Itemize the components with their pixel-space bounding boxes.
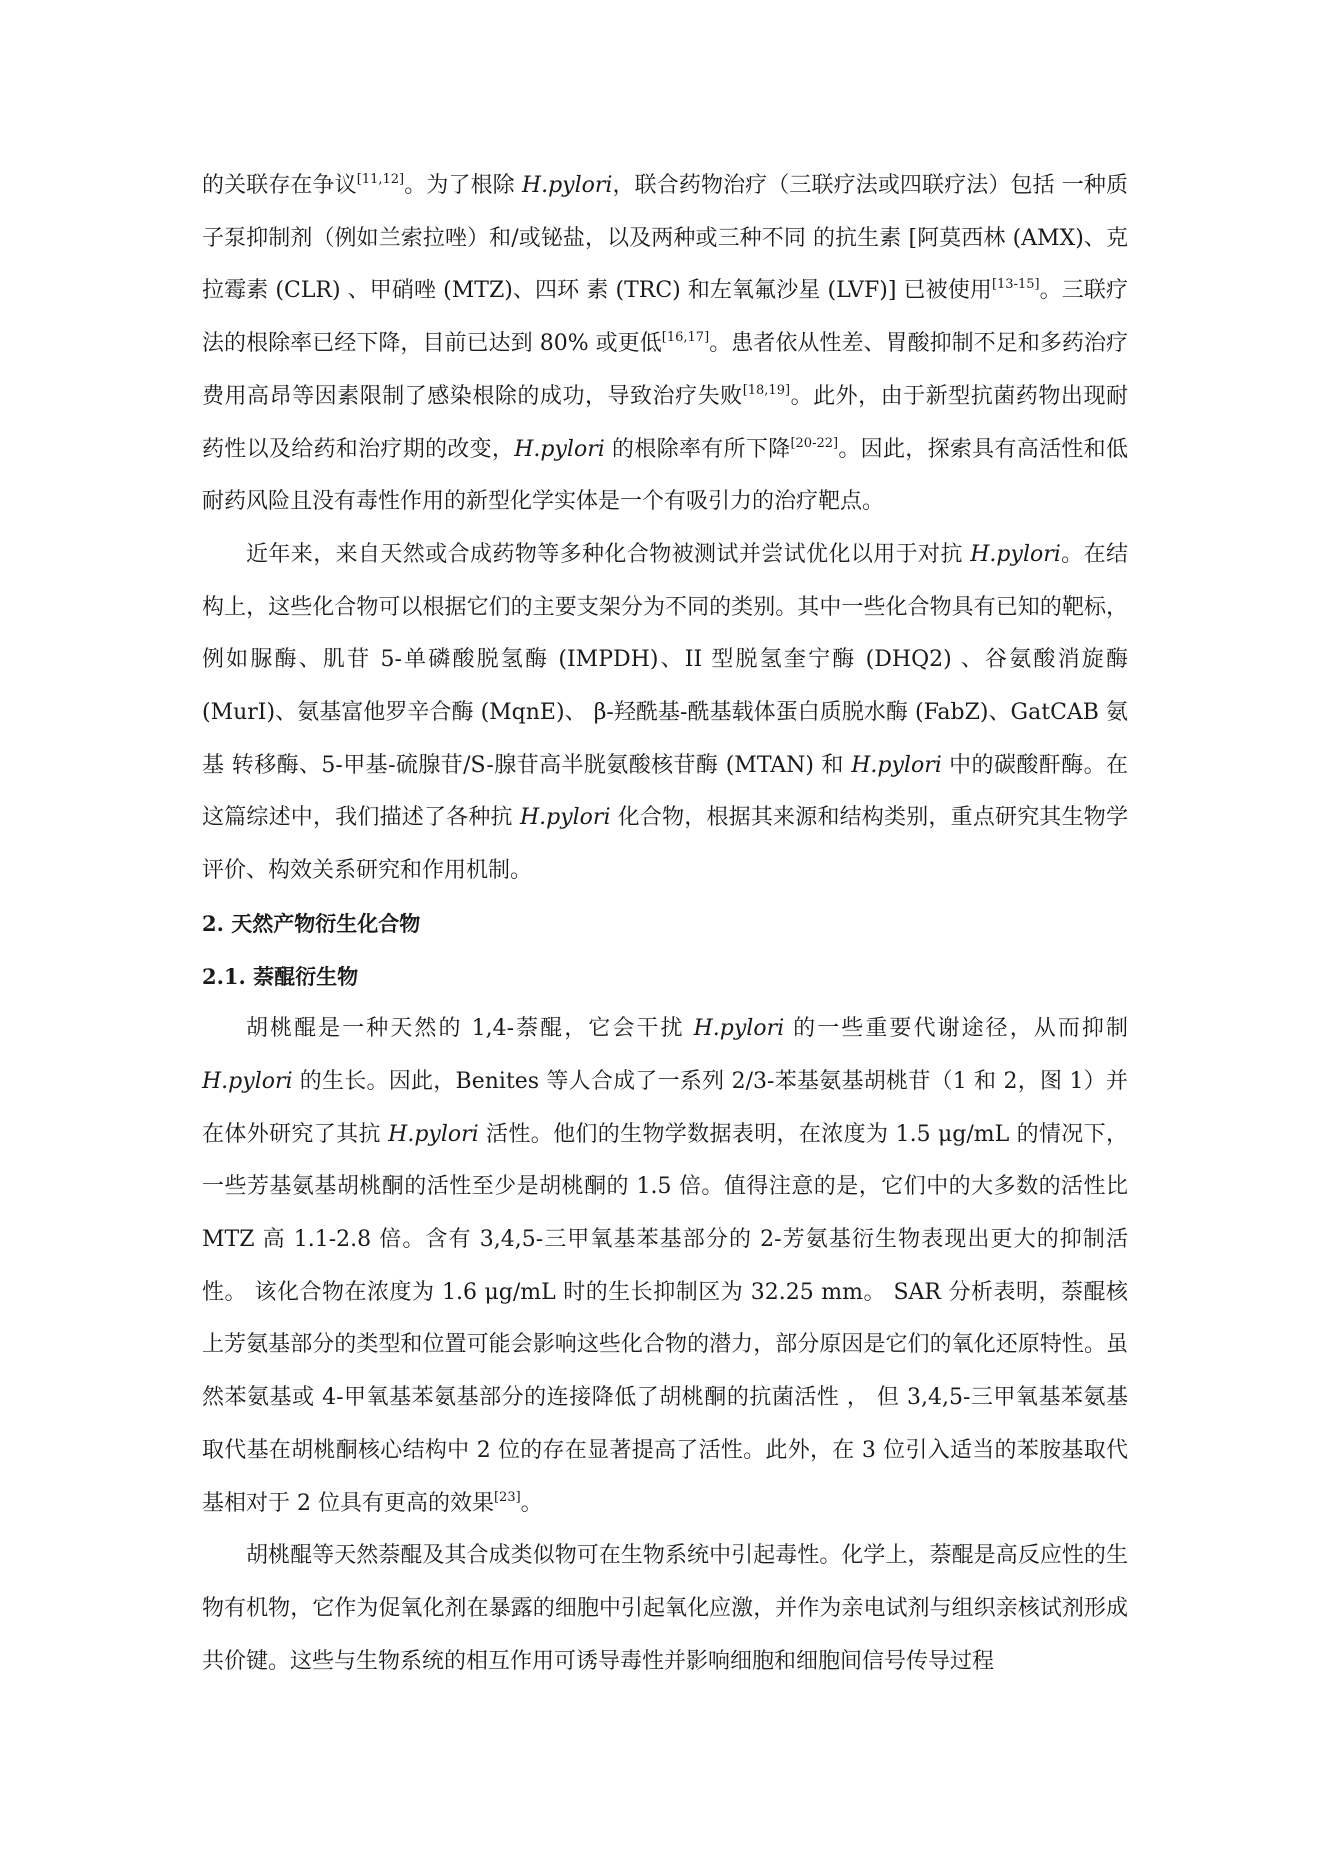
- text-run: 。因此，探索具有高活性和低耐药风险且没有毒性作用的新型化学实体是一个有吸引力的治疗靶点。: [202, 436, 1128, 515]
- text-run: 2. 天然产物衍生化合物: [202, 910, 421, 936]
- citation-ref: [23]: [493, 1489, 521, 1505]
- body-paragraph: [202, 1530, 1128, 1688]
- species-name: H.pylori: [970, 541, 1061, 567]
- text-run: ，联合药物治疗（三联疗法或四联疗法）包括 一种质子泵抑制剂（例如兰索拉唑）和/或铋盐，以及两种或三种不同 的抗生素 [阿莫西林 (AMX)、克拉霉素 (CLR) 、甲硝唑 (MTZ)、四环 素 (TRC) 和左氧氟沙星 (LVF)] 已被使用: [202, 173, 1128, 304]
- document-body: [202, 160, 1128, 1688]
- body-paragraph: [202, 1003, 1128, 1530]
- text-run: 的根除率有所下降: [604, 436, 791, 462]
- species-name: H.pylori: [388, 1121, 479, 1147]
- citation-ref: [11,12]: [356, 171, 405, 187]
- citation-ref: [20-22]: [790, 435, 839, 451]
- text-run: 。: [520, 1490, 543, 1516]
- text-run: 2.1. 萘醌衍生物: [202, 963, 359, 989]
- text-run: 胡桃醌是一种天然的 1,4-萘醌，它会干扰: [246, 1016, 694, 1042]
- text-run: 胡桃醌等天然萘醌及其合成类似物可在生物系统中引起毒性。化学上，萘醌是高反应性的生物有机物，它作为促氧化剂在暴露的细胞中引起氧化应激，并作为亲电试剂与组织亲核试剂形成共价键。这些与生物系统的相互作用可诱导毒性并影响细胞和细胞间信号传导过程: [202, 1543, 1128, 1674]
- text-run: 的关联存在争议: [202, 173, 357, 198]
- species-name: H.pylori: [514, 436, 605, 462]
- text-run: 的一些重要代谢途径，从而抑制: [784, 1016, 1128, 1042]
- text-run: 的生长。因此，Benites 等人合成了一系列 2/3-苯基氨基胡桃苷（1 和 2，图 1）并在体外研究了其抗: [202, 1068, 1128, 1147]
- text-run: 中的碳酸酐酶。在这篇综述中，我们描述了各种抗: [202, 752, 1128, 831]
- species-name: H.pylori: [851, 752, 942, 778]
- species-name: H.pylori: [521, 173, 613, 198]
- text-run: 活性。他们的生物学数据表明，在浓度为 1.5 μg/mL 的情况下，一些芳基氨基胡桃酮的活性至少是胡桃酮的 1.5 倍。值得注意的是，它们中的大多数的活性比 MTZ 高 1.1-2.8 倍。含有 3,4,5-三甲氧基苯基部分的 2-芳氨基衍生物表现出更大的抑制活性。 该化合物在浓度为 1.6 μg/mL 时的生长抑制区为 32.25 mm。 SAR 分析表明，萘醌核上芳氨基部分的类型和位置可能会影响这些化合物的潜力，部分原因是它们的氧化还原特性。虽然苯氨基或 4-甲氧基苯氨基部分的连接降低了胡桃酮的抗菌活性 ， 但 3,4,5-三甲氧基苯氨基取代基在胡桃酮核心结构中 2 位的存在显著提高了活性。此外，在 3 位引入适当的苯胺基取代基相对于 2 位具有更高的效果: [202, 1121, 1128, 1516]
- species-name: H.pylori: [202, 1068, 293, 1094]
- text-run: 。为了根除: [404, 173, 522, 198]
- text-run: 。在结构上，这些化合物可以根据它们的主要支架分为不同的类别。其中一些化合物具有已知的靶标，例如脲酶、肌苷 5-单磷酸脱氢酶 (IMPDH)、II 型脱氢奎宁酶 (DHQ2) 、谷氨酸消旋酶 (MurI)、氨基富他罗辛合酶 (MqnE)、 β-羟酰基-酰基载体蛋白质脱水酶 (FabZ)、GatCAB 氨基 转移酶、5-甲基-硫腺苷/S-腺苷高半胱氨酸核苷酶 (MTAN) 和: [202, 541, 1128, 778]
- citation-ref: [13-15]: [991, 277, 1040, 293]
- citation-ref: [18,19]: [742, 382, 791, 398]
- text-run: 近年来，来自天然或合成药物等多种化合物被测试并尝试优化以用于对抗: [246, 541, 971, 567]
- text-run: 。此外，由于新型抗菌药物出现耐药性以及给药和治疗期的改变，: [202, 383, 1128, 462]
- text-run: 化合物，根据其来源和结构类别，重点研究其生物学评价、构效关系研究和作用机制。: [202, 805, 1129, 884]
- body-paragraph: [202, 529, 1128, 898]
- species-name: H.pylori: [519, 805, 611, 831]
- species-name: H.pylori: [693, 1016, 785, 1042]
- text-run: 。患者依从性差、胃酸抑制不足和多药治疗费用高昂等因素限制了感染根除的成功，导致治疗失败: [202, 331, 1128, 409]
- text-run: 。三联疗法的根除率已经下降，目前已达到 80% 或更低: [202, 278, 1128, 357]
- section-heading: [202, 951, 1128, 1004]
- citation-ref: [16,17]: [661, 330, 710, 346]
- body-paragraph: [202, 160, 1128, 529]
- section-heading: [202, 898, 1128, 951]
